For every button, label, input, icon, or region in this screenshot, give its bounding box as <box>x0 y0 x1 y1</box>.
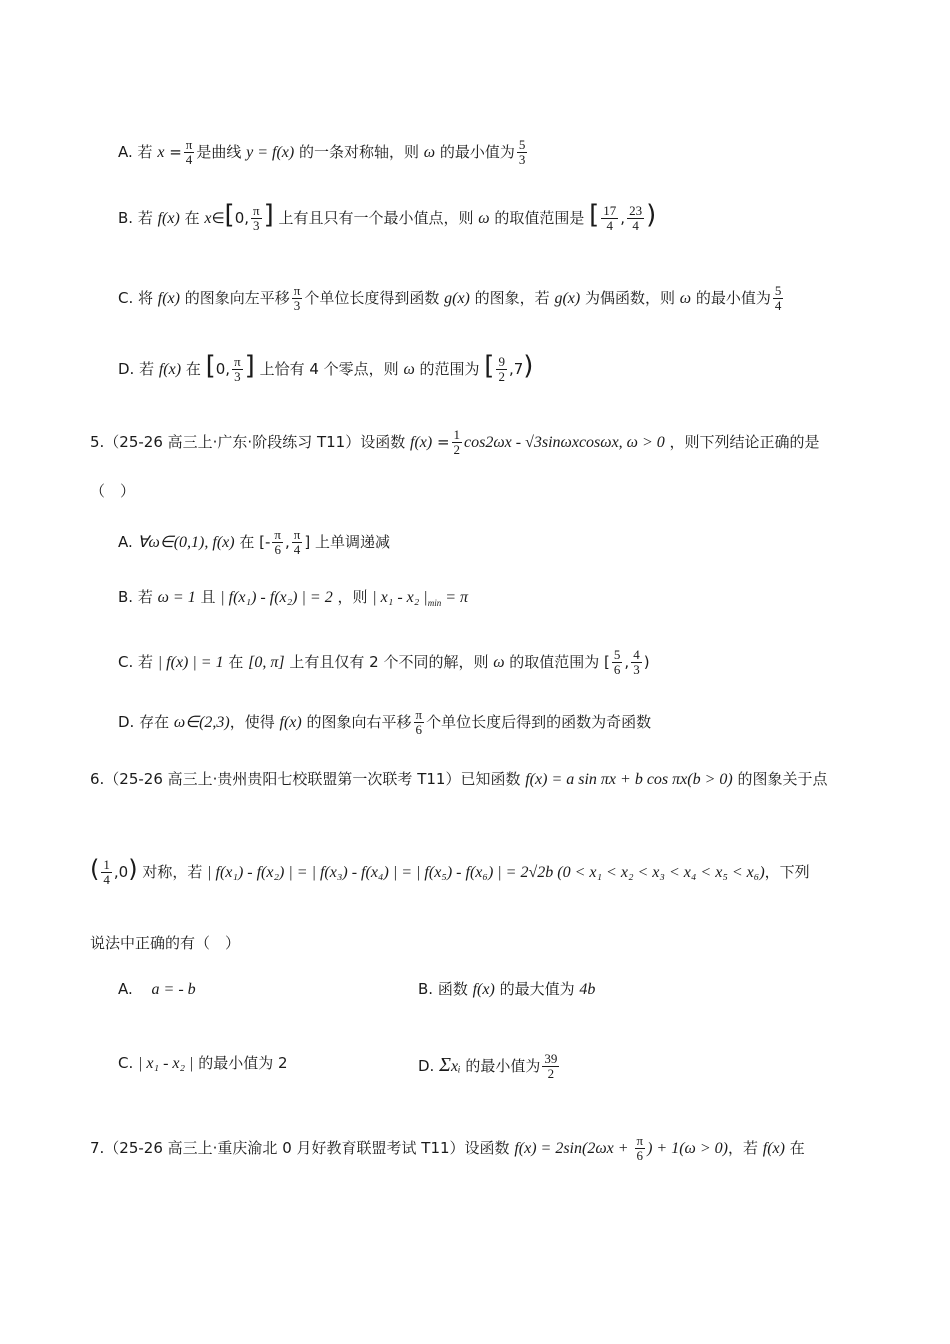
q5-option-d: D. 存在 ω∈(2,3)，使得 f(x) 的图象向右平移 $\frac{\pi}{6}$ 个单位长度后得到的函数为奇函数 <box>118 707 652 737</box>
q6-option-d: D. Σxᵢ 的最小值为 $\frac{39}{2}$ <box>418 1051 558 1081</box>
q4-option-c: C. 将 f(x) 的图象向左平移 $\frac{\pi}{3}$ 个单位长度得到函数 g(x) 的图象，若 g(x) 为偶函数，则 ω 的最小值为 $\frac{5}{4}$ <box>118 283 782 313</box>
option-label: A. <box>118 143 133 161</box>
q5-option-c: C. 若 | f(x) | = 1 在 [0, π] 上有且仅有 2 个不同的解，则 ω 的取值范围为 [ $\frac{5}{6}$ , $\frac{4}{3}$ ) <box>118 647 650 677</box>
q6-stem: 6.（25-26 高三上·贵州贵阳七校联盟第一次联考 T11）已知函数 f(x) = a sin πx + b cos πx(b > 0) 的图象关于点 <box>90 770 828 788</box>
q5-paren: （ ） <box>90 482 136 500</box>
q6-option-b: B. 函数 f(x) 的最大值为 4b <box>418 980 596 998</box>
q6-line3: 说法中正确的有（ ） <box>90 934 241 952</box>
q6-option-a: A. a = - b <box>118 980 196 998</box>
q5-stem: 5.（25-26 高三上·广东·阶段练习 T11）设函数 f(x) = $\frac{1}{2}$ cos2ωx - √3sinωxcosωx, ω > 0 ，则下列结论正确的是 <box>90 427 820 457</box>
q4-option-d: D. 若 f(x) 在 [0, $\frac{\pi}{3}$ ] 上恰有 4 个零点，则 ω 的范围为 [ $\frac{9}{2}$ ,7) <box>118 351 534 384</box>
q4-option-a: A. 若 x = $\frac{\pi}{4}$ 是曲线 y = f(x) 的一条对称轴，则 ω 的最小值为 $\frac{5}{3}$ <box>118 137 526 167</box>
q6-option-c: C. | x₁ - x₂ | 的最小值为 2 <box>118 1054 288 1072</box>
q6-line2: ( $\frac{1}{4}$ ,0) 对称，若 | f(x₁) - f(x₂) | = | f(x₃) - f(x₄) | = | f(x₅) - f(x₆) | = 2√2b (0 < x₁ < x₂ < x₃ < x₄ < x₅ < x₆)，下列 <box>90 855 810 887</box>
q5-option-b: B. 若 ω = 1 且 | f(x₁) - f(x₂) | = 2 ，则 | x₁ - x₂ $|_{min} = \pi$ <box>118 588 469 609</box>
q7-stem: 7.（25-26 高三上·重庆渝北 0 月好教育联盟考试 T11）设函数 f(x) = 2sin(2ωx + $\frac{\pi}{6}$ ) + 1(ω > 0)，若 f(x) 在 <box>90 1133 805 1163</box>
q5-option-a: A. ∀ω∈(0,1), f(x) 在 [- $\frac{\pi}{6}$ , $\frac{\pi}{4}$ ] 上单调递减 <box>118 527 390 557</box>
q4-option-b: B. 若 f(x) 在 x∈[0, $\frac{\pi}{3}$ ] 上有且只有一个最小值点，则 ω 的取值范围是 [ $\frac{17}{4}$ , $\frac{23}{4}$ ) <box>118 200 657 233</box>
